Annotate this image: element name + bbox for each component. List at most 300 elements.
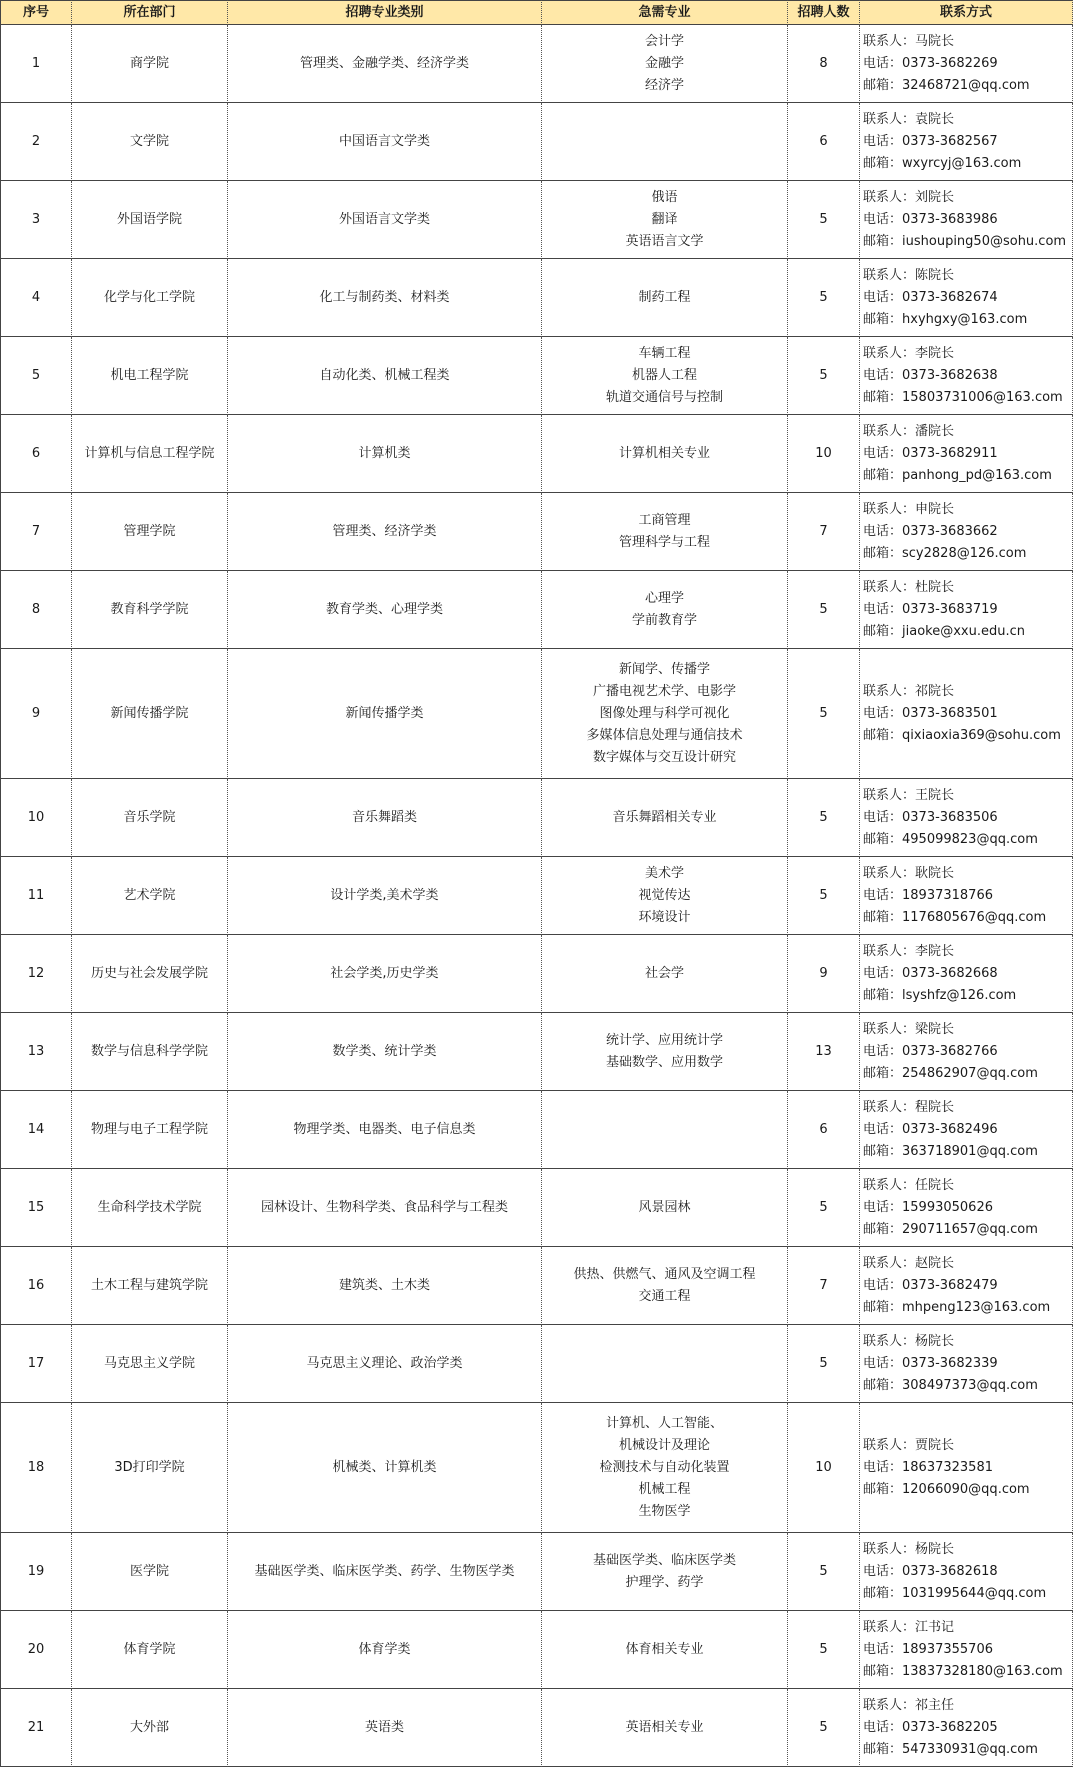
contact-phone: [863, 521, 998, 543]
table-row: [0, 1169, 1073, 1247]
contact-email: [863, 153, 1021, 175]
contact-person-label: 联系人：: [863, 1099, 916, 1115]
contact-person: [863, 1175, 954, 1197]
email-address: panhong_pd@163.com: [902, 467, 1052, 483]
email-label: 邮箱：: [863, 1481, 903, 1497]
contact-person: [863, 1331, 954, 1353]
phone-label: 电话：: [863, 55, 903, 71]
hire-count: 5: [788, 1611, 860, 1689]
table-row: [0, 181, 1073, 259]
hire-count: 5: [788, 337, 860, 415]
recruit-category: 数学类、统计学类: [228, 1013, 542, 1091]
department: 土木工程与建筑学院: [72, 1247, 228, 1325]
phone-label: 电话：: [863, 1459, 903, 1475]
urgent-majors: [542, 493, 788, 571]
contact-person-label: 联系人：: [863, 579, 916, 595]
hire-count: 8: [788, 25, 860, 103]
contact-person-label: 联系人：: [863, 1255, 916, 1271]
contact-person: [863, 863, 954, 885]
contact-info: [860, 779, 1073, 857]
urgent-major: 音乐舞蹈相关专业: [612, 809, 717, 825]
phone-label: 电话：: [863, 133, 903, 149]
department: 商学院: [72, 25, 228, 103]
urgent-major: 计算机、人工智能、: [605, 1415, 723, 1431]
header-category: 招聘专业类别: [228, 0, 542, 25]
contact-person-name: 贾院长: [915, 1437, 955, 1453]
header-dept: 所在部门: [72, 0, 228, 25]
urgent-majors: [542, 1247, 788, 1325]
row-index: 1: [0, 25, 72, 103]
contact-person: [863, 1617, 954, 1639]
phone-label: 电话：: [863, 1277, 903, 1293]
contact-email: [863, 725, 1061, 747]
row-index: 14: [0, 1091, 72, 1169]
contact-person: [863, 265, 954, 287]
contact-person: [863, 1695, 954, 1717]
urgent-majors: [542, 571, 788, 649]
contact-phone: [863, 885, 993, 907]
recruit-category: 建筑类、土木类: [228, 1247, 542, 1325]
table-row: [0, 1091, 1073, 1169]
recruit-category: 设计学类,美术学类: [228, 857, 542, 935]
contact-info: [860, 103, 1073, 181]
hire-count: 7: [788, 493, 860, 571]
contact-info: [860, 1689, 1073, 1767]
contact-email: [863, 543, 1026, 565]
contact-email: [863, 1479, 1030, 1501]
phone-label: 电话：: [863, 1043, 903, 1059]
phone-label: 电话：: [863, 705, 903, 721]
contact-person-name: 王院长: [915, 787, 955, 803]
hire-count: 5: [788, 181, 860, 259]
email-address: 15803731006@163.com: [902, 389, 1063, 405]
phone-number: 18937355706: [902, 1641, 993, 1657]
urgent-major: 数字媒体与交互设计研究: [592, 749, 736, 765]
phone-number: 0373-3682674: [902, 289, 998, 305]
contact-person: [863, 1019, 954, 1041]
contact-info: [860, 1247, 1073, 1325]
contact-person-label: 联系人：: [863, 267, 916, 283]
row-index: 6: [0, 415, 72, 493]
table-row: [0, 571, 1073, 649]
phone-number: 0373-3683719: [902, 601, 998, 617]
contact-person-name: 李院长: [915, 345, 955, 361]
phone-label: 电话：: [863, 289, 903, 305]
contact-info: [860, 493, 1073, 571]
row-index: 2: [0, 103, 72, 181]
hire-count: 5: [788, 649, 860, 779]
table-row: [0, 1325, 1073, 1403]
phone-label: 电话：: [863, 601, 903, 617]
phone-number: 18937318766: [902, 887, 993, 903]
email-address: 1176805676@qq.com: [902, 909, 1047, 925]
urgent-majors: [542, 1403, 788, 1533]
email-address: 13837328180@163.com: [902, 1663, 1063, 1679]
header-contact: 联系方式: [860, 0, 1073, 25]
phone-number: 0373-3683986: [902, 211, 998, 227]
contact-info: [860, 181, 1073, 259]
urgent-major: 轨道交通信号与控制: [605, 389, 723, 405]
hire-count: 13: [788, 1013, 860, 1091]
row-index: 10: [0, 779, 72, 857]
table-row: [0, 779, 1073, 857]
recruit-category: 外国语言文学类: [228, 181, 542, 259]
recruit-category: 物理学类、电器类、电子信息类: [228, 1091, 542, 1169]
urgent-major: 机器人工程: [631, 367, 697, 383]
email-label: 邮箱：: [863, 1221, 903, 1237]
phone-number: 18637323581: [902, 1459, 993, 1475]
department: 管理学院: [72, 493, 228, 571]
email-label: 邮箱：: [863, 233, 903, 249]
recruit-category: 新闻传播学类: [228, 649, 542, 779]
department: 医学院: [72, 1533, 228, 1611]
contact-person: [863, 109, 954, 131]
table-row: [0, 337, 1073, 415]
phone-label: 电话：: [863, 887, 903, 903]
email-label: 邮箱：: [863, 311, 903, 327]
phone-number: 0373-3682567: [902, 133, 998, 149]
email-address: 547330931@qq.com: [902, 1741, 1038, 1757]
urgent-major: 机械工程: [638, 1481, 691, 1497]
contact-person: [863, 1435, 954, 1457]
hire-count: 5: [788, 1533, 860, 1611]
email-label: 邮箱：: [863, 1377, 903, 1393]
phone-label: 电话：: [863, 445, 903, 461]
urgent-major: 工商管理: [638, 512, 691, 528]
table-row: [0, 25, 1073, 103]
phone-number: 0373-3682766: [902, 1043, 998, 1059]
contact-phone: [863, 599, 998, 621]
department: 体育学院: [72, 1611, 228, 1689]
urgent-major: 多媒体信息处理与通信技术: [586, 727, 743, 743]
row-index: 19: [0, 1533, 72, 1611]
urgent-major: 新闻学、传播学: [618, 661, 710, 677]
urgent-major: 供热、供燃气、通风及空调工程: [573, 1266, 756, 1282]
contact-person-label: 联系人：: [863, 501, 916, 517]
urgent-major: 社会学: [644, 965, 684, 981]
phone-number: 0373-3682479: [902, 1277, 998, 1293]
table-row: [0, 1689, 1073, 1767]
row-index: 15: [0, 1169, 72, 1247]
phone-number: 0373-3682496: [902, 1121, 998, 1137]
email-address: 32468721@qq.com: [902, 77, 1030, 93]
row-index: 18: [0, 1403, 72, 1533]
recruit-category: 社会学类,历史学类: [228, 935, 542, 1013]
contact-phone: [863, 963, 998, 985]
contact-email: [863, 1141, 1038, 1163]
email-label: 邮箱：: [863, 987, 903, 1003]
email-label: 邮箱：: [863, 1143, 903, 1159]
contact-info: [860, 337, 1073, 415]
contact-phone: [863, 807, 998, 829]
urgent-major: 广播电视艺术学、电影学: [592, 683, 736, 699]
recruit-category: 英语类: [228, 1689, 542, 1767]
urgent-major: 美术学: [644, 865, 684, 881]
email-label: 邮箱：: [863, 909, 903, 925]
urgent-major: 风景园林: [638, 1199, 691, 1215]
urgent-majors: [542, 1013, 788, 1091]
table-row: [0, 1013, 1073, 1091]
email-address: qixiaoxia369@sohu.com: [902, 727, 1061, 743]
row-index: 9: [0, 649, 72, 779]
department: 文学院: [72, 103, 228, 181]
phone-label: 电话：: [863, 1641, 903, 1657]
urgent-major: 翻译: [651, 211, 678, 227]
urgent-major: 图像处理与科学可视化: [599, 705, 730, 721]
row-index: 16: [0, 1247, 72, 1325]
contact-person-label: 联系人：: [863, 423, 916, 439]
contact-person-label: 联系人：: [863, 683, 916, 699]
email-address: jiaoke@xxu.edu.cn: [902, 623, 1025, 639]
recruit-category: 教育学类、心理学类: [228, 571, 542, 649]
urgent-majors: [542, 1611, 788, 1689]
contact-email: [863, 829, 1038, 851]
urgent-major: 英语相关专业: [625, 1719, 704, 1735]
row-index: 17: [0, 1325, 72, 1403]
contact-person-name: 袁院长: [915, 111, 955, 127]
table-row: [0, 1611, 1073, 1689]
email-label: 邮箱：: [863, 545, 903, 561]
row-index: 20: [0, 1611, 72, 1689]
contact-email: [863, 985, 1016, 1007]
email-address: 290711657@qq.com: [902, 1221, 1038, 1237]
contact-info: [860, 259, 1073, 337]
table-row: [0, 415, 1073, 493]
contact-email: [863, 1583, 1046, 1605]
hire-count: 5: [788, 1325, 860, 1403]
phone-number: 0373-3683501: [902, 705, 998, 721]
row-index: 12: [0, 935, 72, 1013]
contact-phone: [863, 1353, 998, 1375]
hire-count: 5: [788, 259, 860, 337]
contact-phone: [863, 1041, 998, 1063]
contact-phone: [863, 703, 998, 725]
contact-info: [860, 935, 1073, 1013]
contact-person-name: 马院长: [915, 33, 955, 49]
contact-email: [863, 1063, 1038, 1085]
contact-person: [863, 785, 954, 807]
urgent-majors: [542, 1325, 788, 1403]
urgent-major: 金融学: [644, 55, 684, 71]
recruit-category: 化工与制药类、材料类: [228, 259, 542, 337]
contact-person-name: 李院长: [915, 943, 955, 959]
contact-email: [863, 621, 1025, 643]
email-label: 邮箱：: [863, 831, 903, 847]
email-address: mhpeng123@163.com: [902, 1299, 1051, 1315]
contact-person-label: 联系人：: [863, 865, 916, 881]
email-address: iushouping50@sohu.com: [902, 233, 1067, 249]
table-row: [0, 649, 1073, 779]
urgent-major: 计算机相关专业: [618, 445, 710, 461]
department: 历史与社会发展学院: [72, 935, 228, 1013]
urgent-major: 机械设计及理论: [618, 1437, 710, 1453]
phone-number: 0373-3682339: [902, 1355, 998, 1371]
email-label: 邮箱：: [863, 1585, 903, 1601]
recruit-category: 管理类、金融学类、经济学类: [228, 25, 542, 103]
phone-label: 电话：: [863, 367, 903, 383]
department: 生命科学技术学院: [72, 1169, 228, 1247]
email-address: 363718901@qq.com: [902, 1143, 1038, 1159]
contact-phone: [863, 53, 998, 75]
email-address: 1031995644@qq.com: [902, 1585, 1047, 1601]
contact-person-label: 联系人：: [863, 1437, 916, 1453]
email-label: 邮箱：: [863, 77, 903, 93]
urgent-major: 管理科学与工程: [618, 534, 710, 550]
department: 大外部: [72, 1689, 228, 1767]
contact-phone: [863, 1457, 993, 1479]
phone-number: 0373-3682618: [902, 1563, 998, 1579]
hire-count: 5: [788, 571, 860, 649]
email-label: 邮箱：: [863, 467, 903, 483]
contact-phone: [863, 1561, 998, 1583]
hire-count: 6: [788, 1091, 860, 1169]
row-index: 5: [0, 337, 72, 415]
contact-person-name: 杜院长: [915, 579, 955, 595]
contact-email: [863, 1661, 1063, 1683]
contact-info: [860, 571, 1073, 649]
urgent-major: 车辆工程: [638, 345, 691, 361]
header-count: 招聘人数: [788, 0, 860, 25]
table-row: [0, 935, 1073, 1013]
phone-number: 15993050626: [902, 1199, 993, 1215]
hire-count: 5: [788, 779, 860, 857]
table-row: [0, 1403, 1073, 1533]
email-label: 邮箱：: [863, 389, 903, 405]
phone-number: 0373-3683662: [902, 523, 998, 539]
contact-person-name: 江书记: [915, 1619, 955, 1635]
recruit-category: 基础医学类、临床医学类、药学、生物医学类: [228, 1533, 542, 1611]
urgent-majors: [542, 1689, 788, 1767]
phone-number: 0373-3682911: [902, 445, 998, 461]
contact-person-label: 联系人：: [863, 33, 916, 49]
contact-email: [863, 1297, 1050, 1319]
urgent-major: 体育相关专业: [625, 1641, 704, 1657]
row-index: 11: [0, 857, 72, 935]
contact-person: [863, 577, 954, 599]
contact-info: [860, 1325, 1073, 1403]
contact-person: [863, 187, 954, 209]
phone-label: 电话：: [863, 1719, 903, 1735]
row-index: 7: [0, 493, 72, 571]
email-address: 308497373@qq.com: [902, 1377, 1038, 1393]
department: 马克思主义学院: [72, 1325, 228, 1403]
hire-count: 5: [788, 1169, 860, 1247]
contact-person-label: 联系人：: [863, 1697, 916, 1713]
urgent-major: 经济学: [644, 77, 684, 93]
contact-person-label: 联系人：: [863, 1333, 916, 1349]
email-label: 邮箱：: [863, 727, 903, 743]
urgent-majors: [542, 1169, 788, 1247]
hire-count: 7: [788, 1247, 860, 1325]
urgent-majors: [542, 779, 788, 857]
urgent-major: 环境设计: [638, 909, 691, 925]
phone-label: 电话：: [863, 965, 903, 981]
urgent-majors: [542, 857, 788, 935]
urgent-major: 交通工程: [638, 1288, 691, 1304]
contact-email: [863, 1219, 1038, 1241]
urgent-major: 基础数学、应用数学: [605, 1054, 723, 1070]
recruit-category: 机械类、计算机类: [228, 1403, 542, 1533]
contact-person-label: 联系人：: [863, 1619, 916, 1635]
urgent-major: 统计学、应用统计学: [605, 1032, 723, 1048]
row-index: 21: [0, 1689, 72, 1767]
department: 艺术学院: [72, 857, 228, 935]
contact-info: [860, 415, 1073, 493]
email-address: lsyshfz@126.com: [902, 987, 1017, 1003]
contact-phone: [863, 209, 998, 231]
contact-person-name: 赵院长: [915, 1255, 955, 1271]
contact-phone: [863, 1639, 993, 1661]
contact-person-label: 联系人：: [863, 189, 916, 205]
row-index: 8: [0, 571, 72, 649]
contact-person-name: 耿院长: [915, 865, 955, 881]
header-index: 序号: [0, 0, 72, 25]
contact-info: [860, 857, 1073, 935]
email-label: 邮箱：: [863, 1299, 903, 1315]
phone-label: 电话：: [863, 1355, 903, 1371]
row-index: 3: [0, 181, 72, 259]
urgent-major: 护理学、药学: [625, 1574, 704, 1590]
urgent-major: 检测技术与自动化装置: [599, 1459, 730, 1475]
urgent-majors: [542, 337, 788, 415]
contact-person: [863, 31, 954, 53]
email-label: 邮箱：: [863, 623, 903, 639]
phone-number: 0373-3682638: [902, 367, 998, 383]
row-index: 4: [0, 259, 72, 337]
urgent-majors: [542, 1091, 788, 1169]
urgent-major: 基础医学类、临床医学类: [592, 1552, 736, 1568]
contact-person: [863, 421, 954, 443]
department: 新闻传播学院: [72, 649, 228, 779]
contact-email: [863, 1739, 1038, 1761]
phone-label: 电话：: [863, 211, 903, 227]
recruit-category: 计算机类: [228, 415, 542, 493]
urgent-majors: [542, 181, 788, 259]
contact-person-name: 潘院长: [915, 423, 955, 439]
contact-person-name: 陈院长: [915, 267, 955, 283]
email-address: 254862907@qq.com: [902, 1065, 1038, 1081]
recruit-category: 音乐舞蹈类: [228, 779, 542, 857]
contact-person: [863, 1253, 954, 1275]
hire-count: 5: [788, 1689, 860, 1767]
urgent-majors: [542, 103, 788, 181]
urgent-majors: [542, 415, 788, 493]
contact-person: [863, 343, 954, 365]
department: 教育科学学院: [72, 571, 228, 649]
phone-number: 0373-3682668: [902, 965, 998, 981]
urgent-majors: [542, 25, 788, 103]
email-address: hxyhgxy@163.com: [902, 311, 1028, 327]
contact-email: [863, 75, 1030, 97]
department: 机电工程学院: [72, 337, 228, 415]
contact-info: [860, 1091, 1073, 1169]
department: 音乐学院: [72, 779, 228, 857]
email-address: 12066090@qq.com: [902, 1481, 1030, 1497]
urgent-major: 视觉传达: [638, 887, 691, 903]
contact-phone: [863, 443, 998, 465]
hire-count: 10: [788, 415, 860, 493]
email-label: 邮箱：: [863, 1663, 903, 1679]
contact-person-name: 杨院长: [915, 1333, 955, 1349]
department: 化学与化工学院: [72, 259, 228, 337]
contact-phone: [863, 1717, 998, 1739]
contact-person-label: 联系人：: [863, 111, 916, 127]
phone-label: 电话：: [863, 1121, 903, 1137]
email-address: wxyrcyj@163.com: [902, 155, 1022, 171]
contact-info: [860, 1611, 1073, 1689]
contact-person-name: 祁主任: [915, 1697, 955, 1713]
email-label: 邮箱：: [863, 155, 903, 171]
